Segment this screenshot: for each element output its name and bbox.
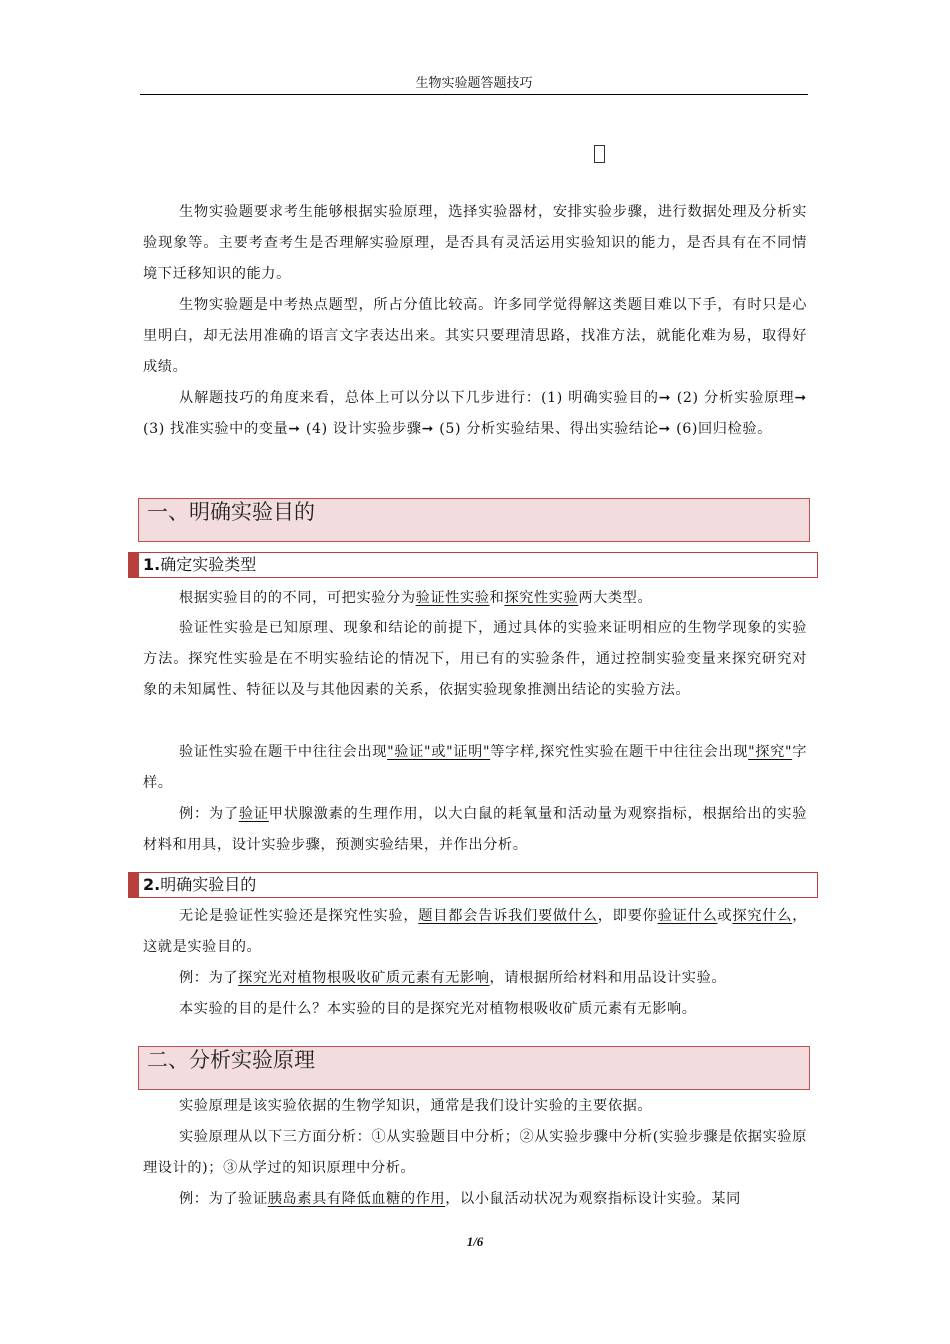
text-run: 根据实验目的的不同，可把实验分为 bbox=[179, 590, 416, 606]
underlined-term: 探究性实验 bbox=[504, 590, 579, 606]
section-heading-1-text: 一、明确实验目的 bbox=[147, 500, 315, 524]
section-heading-2-text: 二、分析实验原理 bbox=[147, 1048, 315, 1072]
text-run: 两大类型。 bbox=[578, 590, 653, 606]
underlined-term: 探究什么 bbox=[732, 908, 793, 924]
type-paragraph-2: 验证性实验是已知原理、现象和结论的前提下，通过具体的实验来证明相应的生物学现象的实验方法。探究性实验是在不明实验结论的情况下，用已有的实验条件，通过控制实验变量来探究研究对象的未知属性、特征以及与其他因素的关系，依据实验现象推测出结论的实验方法。 bbox=[143, 620, 807, 698]
text-run: 等字样,探究性实验在题干中往往会出现 bbox=[490, 744, 749, 760]
subsection-heading-1 bbox=[128, 552, 818, 578]
header-title: 生物实验题答题技巧 bbox=[415, 76, 533, 91]
underlined-term: "探究" bbox=[748, 744, 793, 760]
page-number: 1/6 bbox=[466, 1234, 484, 1249]
text-run: 或 bbox=[717, 908, 733, 924]
type-example-paragraph bbox=[143, 799, 807, 861]
principle-example-paragraph bbox=[143, 1184, 807, 1215]
text-run: ，请根据所给材料和用品设计实验。 bbox=[489, 970, 727, 986]
missing-glyph-icon bbox=[594, 145, 605, 163]
principle-paragraph-1: 实验原理是该实验依据的生物学知识，通常是我们设计实验的主要依据。 bbox=[179, 1098, 653, 1114]
subsection-1-number: 1. bbox=[143, 555, 161, 574]
text-run: 验证性实验在题干中往往会出现 bbox=[179, 744, 388, 760]
text-run: 例：为了 bbox=[179, 970, 239, 986]
underlined-term: 验证性实验 bbox=[415, 590, 490, 606]
text-run: 字样。 bbox=[143, 744, 808, 791]
purpose-answer-paragraph: 本实验的目的是什么？本实验的目的是探究光对植物根吸收矿质元素有无影响。 bbox=[179, 1001, 697, 1017]
text-run: 甲状腺激素的生理作用，以大白鼠的耗氧量和活动量为观察指标，根据给出的实验材料和用具，设计实验步骤，预测实验结果，并作出分析。 bbox=[143, 806, 807, 853]
underlined-term: 题目都会告诉我们要做什么 bbox=[418, 908, 598, 924]
text-run: ，这就是实验目的。 bbox=[143, 908, 808, 955]
text-run: 例：为了验证 bbox=[179, 1191, 268, 1207]
text-run: 无论是验证性实验还是探究性实验， bbox=[179, 908, 419, 924]
subsection-1-title: 确定实验类型 bbox=[160, 555, 257, 574]
subsection-2-number: 2. bbox=[143, 875, 161, 894]
subsection-2-title: 明确实验目的 bbox=[160, 875, 257, 894]
underlined-term: 探究光对植物根吸收矿质元素有无影响 bbox=[238, 970, 490, 986]
section-heading-2 bbox=[138, 1046, 810, 1090]
type-paragraph-3 bbox=[143, 737, 807, 799]
subsection-heading-2 bbox=[128, 872, 818, 898]
text-run: 和 bbox=[489, 590, 505, 606]
underlined-term: 验证 bbox=[238, 806, 269, 822]
intro-paragraph-3: 从解题技巧的角度来看，总体上可以分以下几步进行：(1) 明确实验目的➞ (2) 分析实验原理➞ (3) 找准实验中的变量➞ (4) 设计实验步骤➞ (5) 分析实验结果、得出实验结论➞ (6)回归检验。 bbox=[143, 390, 807, 437]
text-run: ，以小鼠活动状况为观察指标设计实验。某同 bbox=[445, 1191, 741, 1207]
purpose-example-paragraph bbox=[143, 963, 807, 994]
type-paragraph-1 bbox=[143, 583, 807, 614]
section-heading-1 bbox=[138, 498, 810, 542]
purpose-paragraph-1 bbox=[143, 901, 807, 963]
intro-paragraph-2: 生物实验题是中考热点题型，所占分值比较高。许多同学觉得解这类题目难以下手，有时只是心里明白，却无法用准确的语言文字表达出来。其实只要理清思路，找准方法，就能化难为易，取得好成绩。 bbox=[143, 297, 807, 375]
principle-paragraph-2: 实验原理从以下三方面分析：①从实验题目中分析；②从实验步骤中分析(实验步骤是依据实验原理设计的)；③从学过的知识原理中分析。 bbox=[143, 1129, 807, 1176]
text-run: ，即要你 bbox=[597, 908, 658, 924]
underlined-term: "验证"或"证明" bbox=[387, 744, 491, 760]
underlined-term: 验证什么 bbox=[657, 908, 718, 924]
text-run: 例：为了 bbox=[179, 806, 239, 822]
underlined-term: 胰岛素具有降低血糖的作用 bbox=[267, 1191, 446, 1207]
intro-paragraph-1: 生物实验题要求考生能够根据实验原理，选择实验器材，安排实验步骤，进行数据处理及分析实验现象等。主要考查考生是否理解实验原理，是否具有灵活运用实验知识的能力，是否具有在不同情境下迁移知识的能力。 bbox=[143, 204, 807, 282]
page-header bbox=[140, 74, 808, 95]
